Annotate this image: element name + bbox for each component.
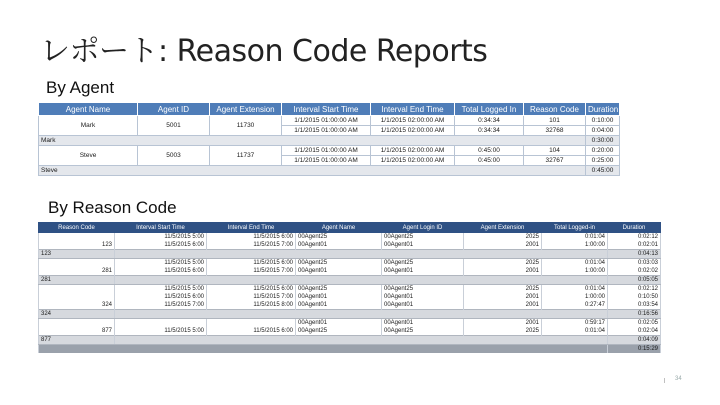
logged-in-cell: 0:27:47 <box>542 301 608 310</box>
logged-in-cell: 0:01:04 <box>542 327 608 336</box>
table-row <box>39 301 661 310</box>
agent-extension-cell: 2025 <box>464 259 542 268</box>
duration-cell: 0:02:12 <box>608 285 661 294</box>
logged-in-cell: 1:00:00 <box>542 293 608 301</box>
table-row <box>39 285 661 294</box>
column-header[interactable]: Interval Start Time <box>282 103 371 116</box>
grand-total-row <box>39 345 661 354</box>
column-header[interactable]: Duration <box>608 223 661 233</box>
agent-login-cell: 00Agent25 <box>382 327 464 336</box>
agent-login-cell: 00Agent01 <box>382 319 464 328</box>
interval-end-cell <box>207 319 296 328</box>
duration-cell: 0:25:00 <box>586 156 620 166</box>
interval-end-cell: 11/5/2015 7:00 <box>207 293 296 301</box>
agent-login-cell: 00Agent25 <box>382 259 464 268</box>
logged-in-cell: 0:01:04 <box>542 285 608 294</box>
interval-start-cell: 11/5/2015 6:00 <box>115 293 207 301</box>
table-row <box>39 233 661 242</box>
column-header[interactable]: Reason Code <box>524 103 586 116</box>
duration-cell: 0:02:02 <box>608 267 661 276</box>
reason-code-cell <box>39 233 115 242</box>
column-header[interactable]: Agent Name <box>296 223 382 233</box>
duration-cell: 0:02:05 <box>608 319 661 328</box>
agent-name-cell: 00Agent25 <box>296 259 382 268</box>
subtotal-code: 324 <box>39 310 115 319</box>
subtotal-duration: 0:04:13 <box>608 250 661 259</box>
duration-cell: 0:02:01 <box>608 241 661 250</box>
logged-in-cell: 0:45:00 <box>455 156 524 166</box>
agent-extension-cell: 2001 <box>464 293 542 301</box>
subtotal-code: 877 <box>39 336 115 345</box>
agent-total-label: Mark <box>39 136 586 146</box>
reason-code-cell: 32767 <box>524 156 586 166</box>
subtotal-spacer <box>115 276 608 285</box>
duration-cell: 0:20:00 <box>586 146 620 156</box>
agent-login-cell: 00Agent01 <box>382 301 464 310</box>
table-row <box>39 267 661 276</box>
subtotal-code: 123 <box>39 250 115 259</box>
table-row <box>39 259 661 268</box>
by-reason-code-label: By Reason Code <box>48 198 177 217</box>
interval-start-cell: 1/1/2015 01:00:00 AM <box>282 156 371 166</box>
agent-id-cell: 5001 <box>138 116 210 136</box>
agent-name-cell: 00Agent01 <box>296 267 382 276</box>
column-header[interactable]: Reason Code <box>39 223 115 233</box>
agent-total-duration: 0:30:00 <box>586 136 620 146</box>
column-header[interactable]: Total Logged In <box>455 103 524 116</box>
column-header[interactable]: Interval End Time <box>207 223 296 233</box>
duration-cell: 0:04:00 <box>586 126 620 136</box>
agent-extension-cell: 11737 <box>210 146 282 166</box>
column-header[interactable]: Agent ID <box>138 103 210 116</box>
interval-start-cell: 11/5/2015 6:00 <box>115 241 207 250</box>
agent-login-cell: 00Agent01 <box>382 267 464 276</box>
subtotal-row <box>39 250 661 259</box>
interval-end-cell: 11/5/2015 6:00 <box>207 285 296 294</box>
interval-start-cell: 11/5/2015 5:00 <box>115 233 207 242</box>
grand-total-duration: 0:15:29 <box>608 345 661 354</box>
logged-in-cell: 0:34:34 <box>455 116 524 126</box>
interval-end-cell: 11/5/2015 7:00 <box>207 241 296 250</box>
duration-cell: 0:03:03 <box>608 259 661 268</box>
agent-extension-cell: 2001 <box>464 301 542 310</box>
subtotal-row <box>39 310 661 319</box>
subtotal-spacer <box>115 310 608 319</box>
subtotal-duration: 0:05:05 <box>608 276 661 285</box>
reason-code-cell: 123 <box>39 241 115 250</box>
column-header[interactable]: Agent Extension <box>464 223 542 233</box>
reason-code-cell: 104 <box>524 146 586 156</box>
agent-total-row <box>39 166 620 176</box>
column-header[interactable]: Total Logged-in <box>542 223 608 233</box>
reason-code-cell: 324 <box>39 301 115 310</box>
interval-start-cell <box>115 319 207 328</box>
agent-name-cell: Steve <box>39 146 138 166</box>
table-row <box>39 293 661 301</box>
reason-code-cell: 101 <box>524 116 586 126</box>
agent-name-cell: Mark <box>39 116 138 136</box>
agent-id-cell: 5003 <box>138 146 210 166</box>
table-row <box>39 319 661 328</box>
column-header[interactable]: Interval Start Time <box>115 223 207 233</box>
reason-code-cell: 877 <box>39 327 115 336</box>
interval-start-cell: 1/1/2015 01:00:00 AM <box>282 146 371 156</box>
logged-in-cell: 0:59:17 <box>542 319 608 328</box>
agent-name-cell: 00Agent25 <box>296 327 382 336</box>
interval-end-cell: 11/5/2015 6:00 <box>207 233 296 242</box>
agent-extension-cell: 2001 <box>464 267 542 276</box>
interval-end-cell: 1/1/2015 02:00:00 AM <box>371 116 455 126</box>
interval-start-cell: 1/1/2015 01:00:00 AM <box>282 126 371 136</box>
agent-name-cell: 00Agent01 <box>296 293 382 301</box>
agent-extension-cell: 11730 <box>210 116 282 136</box>
duration-cell: 0:10:00 <box>586 116 620 126</box>
reason-code-cell <box>39 285 115 294</box>
interval-start-cell: 11/5/2015 6:00 <box>115 267 207 276</box>
subtotal-duration: 0:16:56 <box>608 310 661 319</box>
table-row <box>39 241 661 250</box>
reason-code-cell <box>39 293 115 301</box>
column-header[interactable]: Agent Login ID <box>382 223 464 233</box>
agent-name-cell: 00Agent01 <box>296 319 382 328</box>
interval-end-cell: 11/5/2015 7:00 <box>207 267 296 276</box>
logged-in-cell: 1:00:00 <box>542 267 608 276</box>
reason-code-cell <box>39 259 115 268</box>
table-row <box>39 146 620 156</box>
column-header[interactable]: Interval End Time <box>371 103 455 116</box>
subtotal-row <box>39 276 661 285</box>
interval-start-cell: 11/5/2015 5:00 <box>115 285 207 294</box>
interval-start-cell: 11/5/2015 7:00 <box>115 301 207 310</box>
duration-cell: 0:02:12 <box>608 233 661 242</box>
interval-start-cell: 11/5/2015 5:00 <box>115 259 207 268</box>
agent-report-table <box>38 102 620 176</box>
duration-cell: 0:02:04 <box>608 327 661 336</box>
agent-login-cell: 00Agent01 <box>382 241 464 250</box>
agent-name-cell: 00Agent25 <box>296 285 382 294</box>
agent-extension-cell: 2025 <box>464 327 542 336</box>
interval-end-cell: 11/5/2015 6:00 <box>207 327 296 336</box>
reason-code-cell: 32768 <box>524 126 586 136</box>
column-header[interactable]: Duration <box>586 103 620 116</box>
table-row <box>39 327 661 336</box>
logged-in-cell: 0:01:04 <box>542 259 608 268</box>
logged-in-cell: 0:45:00 <box>455 146 524 156</box>
subtotal-row <box>39 336 661 345</box>
reason-code-cell <box>39 319 115 328</box>
logged-in-cell: 1:00:00 <box>542 241 608 250</box>
logged-in-cell: 0:34:34 <box>455 126 524 136</box>
agent-name-cell: 00Agent01 <box>296 241 382 250</box>
interval-end-cell: 11/5/2015 6:00 <box>207 259 296 268</box>
grand-total-spacer <box>39 345 608 354</box>
by-agent-label: By Agent <box>46 78 115 97</box>
duration-cell: 0:03:54 <box>608 301 661 310</box>
subtotal-code: 281 <box>39 276 115 285</box>
agent-name-cell: 00Agent01 <box>296 301 382 310</box>
agent-login-cell: 00Agent25 <box>382 233 464 242</box>
page-number: 34 <box>675 376 682 382</box>
interval-end-cell: 1/1/2015 02:00:00 AM <box>371 146 455 156</box>
interval-end-cell: 1/1/2015 02:00:00 AM <box>371 156 455 166</box>
interval-start-cell: 11/5/2015 5:00 <box>115 327 207 336</box>
reason-code-report-table <box>38 222 661 353</box>
agent-total-row <box>39 136 620 146</box>
divider-tick <box>664 378 665 383</box>
table-header-row <box>39 223 661 233</box>
agent-login-cell: 00Agent01 <box>382 293 464 301</box>
logged-in-cell: 0:01:04 <box>542 233 608 242</box>
subtotal-spacer <box>115 250 608 259</box>
agent-login-cell: 00Agent25 <box>382 285 464 294</box>
table-header-row <box>39 103 620 116</box>
interval-start-cell: 1/1/2015 01:00:00 AM <box>282 116 371 126</box>
agent-extension-cell: 2001 <box>464 319 542 328</box>
column-header[interactable]: Agent Name <box>39 103 138 116</box>
slide-title: レポート: Reason Code Reports <box>40 34 488 69</box>
agent-name-cell: 00Agent25 <box>296 233 382 242</box>
interval-end-cell: 11/5/2015 8:00 <box>207 301 296 310</box>
agent-extension-cell: 2025 <box>464 233 542 242</box>
interval-end-cell: 1/1/2015 02:00:00 AM <box>371 126 455 136</box>
reason-code-cell: 281 <box>39 267 115 276</box>
subtotal-spacer <box>115 336 608 345</box>
agent-total-label: Steve <box>39 166 586 176</box>
duration-cell: 0:10:50 <box>608 293 661 301</box>
agent-total-duration: 0:45:00 <box>586 166 620 176</box>
agent-extension-cell: 2001 <box>464 241 542 250</box>
agent-extension-cell: 2025 <box>464 285 542 294</box>
table-row <box>39 116 620 126</box>
subtotal-duration: 0:04:09 <box>608 336 661 345</box>
column-header[interactable]: Agent Extension <box>210 103 282 116</box>
